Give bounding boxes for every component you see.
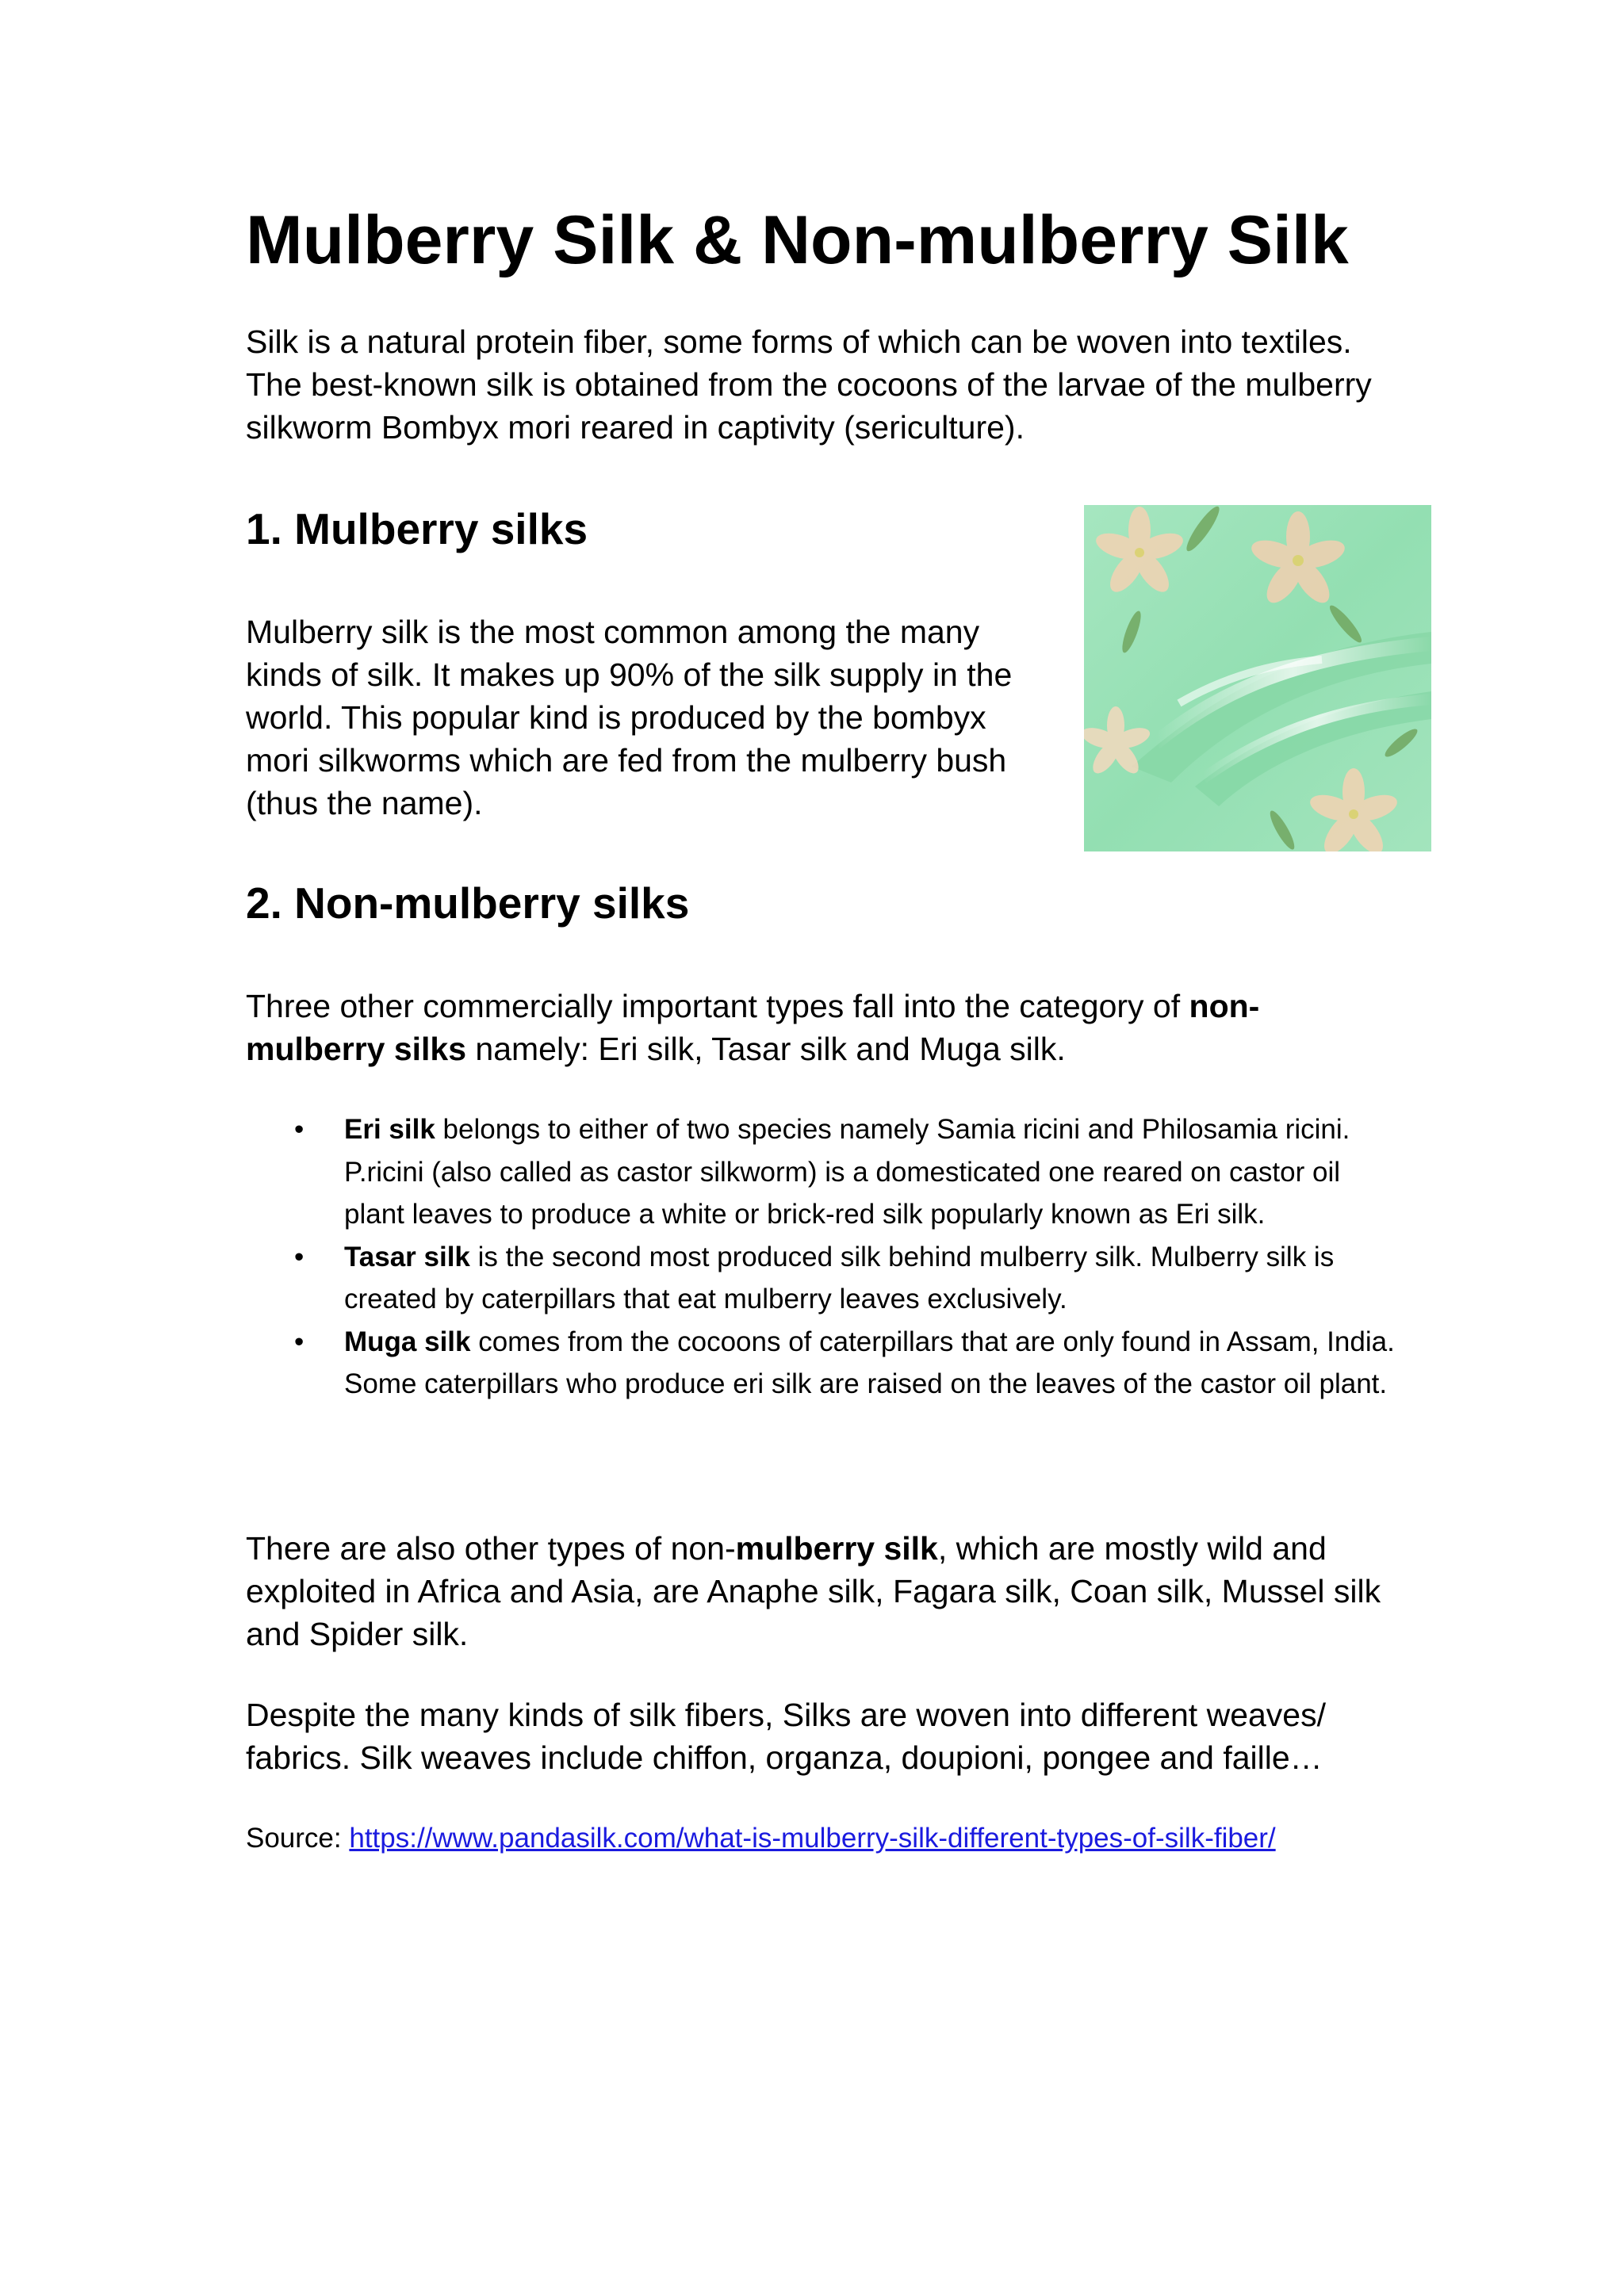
list-item-muga-silk <box>294 1321 1407 1406</box>
silk-weaves-paragraph: Despite the many kinds of silk fibers, Silks are woven into different weaves/ fabrics. Silk weaves include chiffon, organza, doupioni, pongee and faille… <box>246 1697 1326 1776</box>
bullet-text: belongs to either of two species namely Samia ricini and Philosamia ricini. P.ricini (also called as castor silkworm) is a domesticated one reared on castor oil plant leaves to produce a white or brick-red silk popularly known as Eri silk. <box>344 1114 1350 1230</box>
non-mulberry-intro-bold: non-mulberry silks <box>246 988 1260 1067</box>
non-mulberry-intro-rest: namely: Eri silk, Tasar silk and Muga silk. <box>466 1031 1066 1067</box>
bullet-term: Eri silk <box>344 1114 435 1145</box>
intro-paragraph: Silk is a natural protein fiber, some forms of which can be woven into textiles. The best-known silk is obtained from the cocoons of the larvae of the mulberry silkworm Bombyx mori reared in captivity (sericulture). <box>246 323 1372 446</box>
list-item-eri-silk <box>294 1108 1407 1236</box>
silk-types-list <box>294 1108 1407 1406</box>
source-line <box>246 1819 1276 1858</box>
other-silk-types-paragraph <box>246 1527 1404 1655</box>
bullet-text: comes from the cocoons of caterpillars that are only found in Assam, India. Some caterpillars who produce eri silk are raised on the leaves of the castor oil plant. <box>344 1326 1395 1399</box>
non-mulberry-intro-text: Three other commercially important types fall into the category of <box>246 988 1189 1024</box>
green-floral-silk-image <box>1084 505 1431 851</box>
non-mulberry-intro-paragraph <box>246 985 1388 1070</box>
bullet-text: is the second most produced silk behind mulberry silk. Mulberry silk is created by caterpillars that eat mulberry leaves exclusively. <box>344 1241 1335 1314</box>
other-types-rest: , which are mostly wild and exploited in Africa and Asia, are Anaphe silk, Fagara silk, Coan silk, Mussel silk and Spider silk. <box>246 1530 1381 1652</box>
mulberry-silks-paragraph: Mulberry silk is the most common among the many kinds of silk. It makes up 90% of the silk supply in the world. This popular kind is produced by the bombyx mori silkworms which are fed from the mulberry bush (thus the name). <box>246 614 1013 821</box>
source-link[interactable]: https://www.pandasilk.com/what-is-mulberry-silk-different-types-of-silk-fiber/ <box>349 1823 1276 1854</box>
bullet-term: Muga silk <box>344 1326 471 1357</box>
list-item-tasar-silk <box>294 1236 1407 1321</box>
bullet-icon: • <box>294 1241 304 1272</box>
bullet-icon: • <box>294 1114 304 1145</box>
other-types-bold: mulberry silk <box>735 1530 938 1567</box>
heading-mulberry-silks: 1. Mulberry silks <box>246 504 588 553</box>
bullet-icon: • <box>294 1326 304 1357</box>
bullet-term: Tasar silk <box>344 1241 470 1272</box>
source-label: Source: <box>246 1823 350 1854</box>
other-types-text: There are also other types of non- <box>246 1530 736 1567</box>
page-title: Mulberry Silk & Non-mulberry Silk <box>246 202 1349 278</box>
heading-non-mulberry-silks: 2. Non-mulberry silks <box>246 878 690 928</box>
